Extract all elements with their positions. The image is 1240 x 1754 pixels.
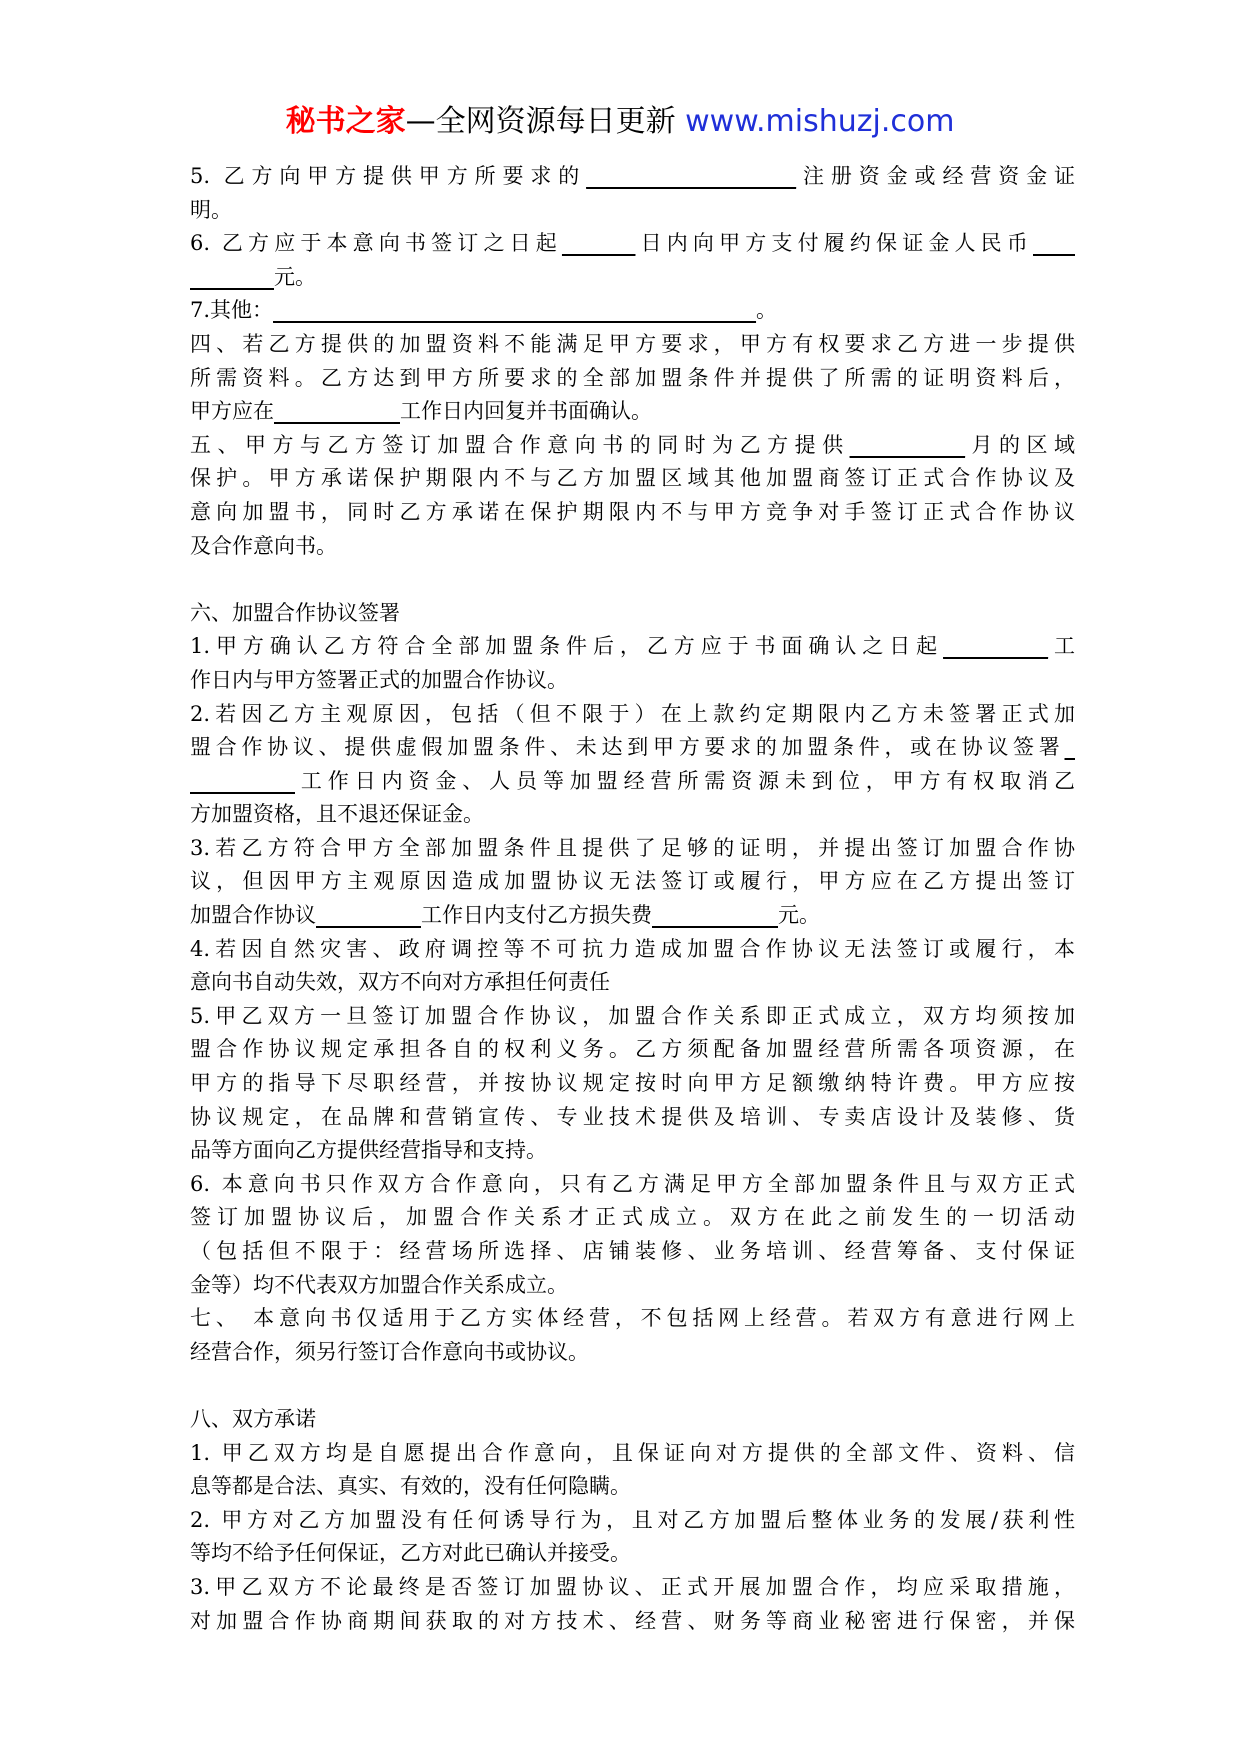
text-line xyxy=(190,1470,1075,1504)
text-line xyxy=(190,1000,1075,1034)
text-line xyxy=(190,798,1075,832)
text-segment: 2.若因乙方主观原因，包括（但不限于）在上款约定期限内乙方未签署正式加 xyxy=(190,701,1075,726)
text-segment: 盟合作协议规定承担各自的权利义务。乙方须配备加盟经营所需各项资源，在 xyxy=(190,1037,1075,1062)
text-line xyxy=(190,933,1075,967)
fill-in-blank: __________ xyxy=(190,768,295,793)
text-segment: 元。 xyxy=(274,264,316,289)
text-line xyxy=(190,395,1075,429)
text-line xyxy=(190,1302,1075,1336)
text-segment: 1.甲方确认乙方符合全部加盟条件后，乙方应于书面确认之日起 xyxy=(190,634,944,659)
text-line xyxy=(190,1605,1075,1639)
text-segment: （包括但不限于：经营场所选择、店铺装修、业务培训、经营筹备、支付保证 xyxy=(190,1239,1075,1263)
text-segment: 作日内与甲方签署正式的加盟合作协议。 xyxy=(190,667,568,692)
blank-line xyxy=(190,563,1075,597)
fill-in-blank: __________ xyxy=(943,634,1049,659)
text-segment: 2. 甲方对乙方加盟没有任何诱导行为，且对乙方加盟后整体业务的发展/获利性 xyxy=(190,1507,1075,1532)
text-line xyxy=(190,1033,1075,1067)
text-segment: 明。 xyxy=(190,197,232,222)
text-segment: 工作日内回复并书面确认。 xyxy=(400,399,652,424)
text-segment: 工作日内资金、人员等加盟经营所需资源未到位，甲方有权取消乙 xyxy=(295,768,1075,793)
site-url[interactable]: www.mishuzj.com xyxy=(685,104,955,139)
text-segment: 协议规定，在品牌和营销宣传、专业技术提供及培训、专卖店设计及装修、货 xyxy=(190,1104,1075,1129)
text-segment: 5.甲乙双方一旦签订加盟合作协议，加盟合作关系即正式成立，双方均须按加 xyxy=(190,1003,1075,1028)
text-line xyxy=(190,1168,1075,1202)
text-segment: 金等）均不代表双方加盟合作关系成立。 xyxy=(190,1272,568,1297)
text-segment: 。 xyxy=(756,298,778,323)
text-line xyxy=(190,1201,1075,1235)
fill-in-blank: __________ xyxy=(316,903,421,928)
text-segment: 3.甲乙双方不论最终是否签订加盟协议、正式开展加盟合作，均应采取措施， xyxy=(190,1574,1075,1599)
text-segment: 7.其他： xyxy=(190,298,274,323)
text-segment: 3.若乙方符合甲方全部加盟条件且提供了足够的证明，并提出签订加盟合作协 xyxy=(190,835,1075,860)
text-line xyxy=(190,1134,1075,1168)
text-segment: 日内向甲方支付履约保证金人民币 xyxy=(635,231,1034,256)
fill-in-blank: ___________ xyxy=(849,432,966,457)
text-line xyxy=(190,261,1075,295)
text-segment: 议，但因甲方主观原因造成加盟协议无法签订或履行，甲方应在乙方提出签订 xyxy=(190,869,1075,894)
fill-in-blank: _______ xyxy=(561,231,636,256)
site-slogan: —全网资源每日更新 xyxy=(405,104,686,139)
text-line xyxy=(190,1437,1075,1471)
blank-line xyxy=(190,1369,1075,1403)
text-line xyxy=(190,530,1075,564)
text-segment: 6. 本意向书只作双方合作意向，只有乙方满足甲方全部加盟条件且与双方正式 xyxy=(190,1171,1075,1196)
text-segment: 1. 甲乙双方均是自愿提出合作意向，且保证向对方提供的全部文件、资料、信 xyxy=(190,1440,1075,1465)
text-line xyxy=(190,765,1075,799)
text-segment: 四、若乙方提供的加盟资料不能满足甲方要求，甲方有权要求乙方进一步提供 xyxy=(190,331,1075,356)
text-segment: 等均不给予任何保证，乙方对此已确认并接受。 xyxy=(190,1541,631,1566)
text-line xyxy=(190,294,1075,328)
text-line xyxy=(190,429,1075,463)
fill-in-blank: ________ xyxy=(190,264,274,289)
text-line xyxy=(190,1537,1075,1571)
text-segment: 意向加盟书，同时乙方承诺在保护期限内不与甲方竞争对手签订正式合作协议 xyxy=(190,499,1075,524)
text-segment: 保护。甲方承诺保护期限内不与乙方加盟区域其他加盟商签订正式合作协议及 xyxy=(190,466,1075,491)
text-line xyxy=(190,832,1075,866)
text-segment: 对加盟合作协商期间获取的对方技术、经营、财务等商业秘密进行保密，并保 xyxy=(190,1608,1075,1633)
text-segment: 注册资金或经营资金证 xyxy=(796,164,1075,188)
text-segment: 六、加盟合作协议签署 xyxy=(190,600,400,625)
text-line xyxy=(190,966,1075,1000)
fill-in-blank: _ xyxy=(1064,735,1075,760)
fill-in-blank: ____________ xyxy=(652,903,778,928)
text-segment: 八、双方承诺 xyxy=(190,1406,316,1431)
text-segment: 6. 乙方应于本意向书签订之日起 xyxy=(190,231,562,256)
text-line xyxy=(190,698,1075,732)
fill-in-blank: ____________ xyxy=(274,399,400,424)
text-line xyxy=(190,664,1075,698)
text-segment: 月的区域 xyxy=(965,432,1075,457)
fill-in-blank: ____________________ xyxy=(586,164,797,188)
text-segment: 签订加盟协议后，加盟合作关系才正式成立。双方在此之前发生的一切活动 xyxy=(190,1205,1075,1230)
text-segment: 所需资料。乙方达到甲方所要求的全部加盟条件并提供了所需的证明资料后， xyxy=(190,365,1075,390)
text-segment: 方加盟资格，且不退还保证金。 xyxy=(190,802,484,827)
text-line xyxy=(190,328,1075,362)
text-line xyxy=(190,630,1075,664)
text-segment: 甲方应在 xyxy=(190,399,274,424)
site-header xyxy=(0,100,1240,144)
text-line xyxy=(190,1504,1075,1538)
text-segment: 息等都是合法、真实、有效的，没有任何隐瞒。 xyxy=(190,1474,631,1499)
text-line xyxy=(190,899,1075,933)
text-line xyxy=(190,1235,1075,1269)
text-segment: 五、甲方与乙方签订加盟合作意向书的同时为乙方提供 xyxy=(190,432,850,457)
text-segment: 及合作意向书。 xyxy=(190,533,337,558)
text-line xyxy=(190,1403,1075,1437)
text-line xyxy=(190,160,1075,194)
text-line xyxy=(190,1101,1075,1135)
text-line xyxy=(190,496,1075,530)
text-segment: 4.若因自然灾害、政府调控等不可抗力造成加盟合作协议无法签订或履行，本 xyxy=(190,936,1075,961)
text-segment: 工 xyxy=(1048,634,1075,659)
text-segment: 盟合作协议、提供虚假加盟条件、未达到甲方要求的加盟条件，或在协议签署 xyxy=(190,735,1065,760)
text-segment: 加盟合作协议 xyxy=(190,903,316,928)
text-line xyxy=(190,1269,1075,1303)
text-line xyxy=(190,362,1075,396)
text-line xyxy=(190,731,1075,765)
text-segment: 元。 xyxy=(778,903,820,928)
text-segment: 甲方的指导下尽职经营，并按协议规定按时向甲方足额缴纳特许费。甲方应按 xyxy=(190,1071,1075,1096)
text-segment: 经营合作，须另行签订合作意向书或协议。 xyxy=(190,1339,589,1364)
text-segment: 工作日内支付乙方损失费 xyxy=(421,903,652,928)
text-segment: 5. 乙方向甲方提供甲方所要求的 xyxy=(190,164,587,188)
text-line xyxy=(190,865,1075,899)
text-line xyxy=(190,194,1075,228)
fill-in-blank: ____ xyxy=(1033,231,1075,256)
fill-in-blank: ______________________________________________ xyxy=(273,298,757,323)
text-line xyxy=(190,227,1075,261)
text-segment: 品等方面向乙方提供经营指导和支持。 xyxy=(190,1138,547,1163)
text-line xyxy=(190,1571,1075,1605)
text-segment: 意向书自动失效，双方不向对方承担任何责任 xyxy=(190,970,610,995)
brand-name: 秘书之家 xyxy=(285,104,406,139)
text-line xyxy=(190,1067,1075,1101)
text-segment: 七、 本意向书仅适用于乙方实体经营，不包括网上经营。若双方有意进行网上 xyxy=(190,1306,1075,1331)
text-line xyxy=(190,597,1075,631)
text-line xyxy=(190,1336,1075,1370)
text-line xyxy=(190,462,1075,496)
document-body xyxy=(190,160,1075,1638)
